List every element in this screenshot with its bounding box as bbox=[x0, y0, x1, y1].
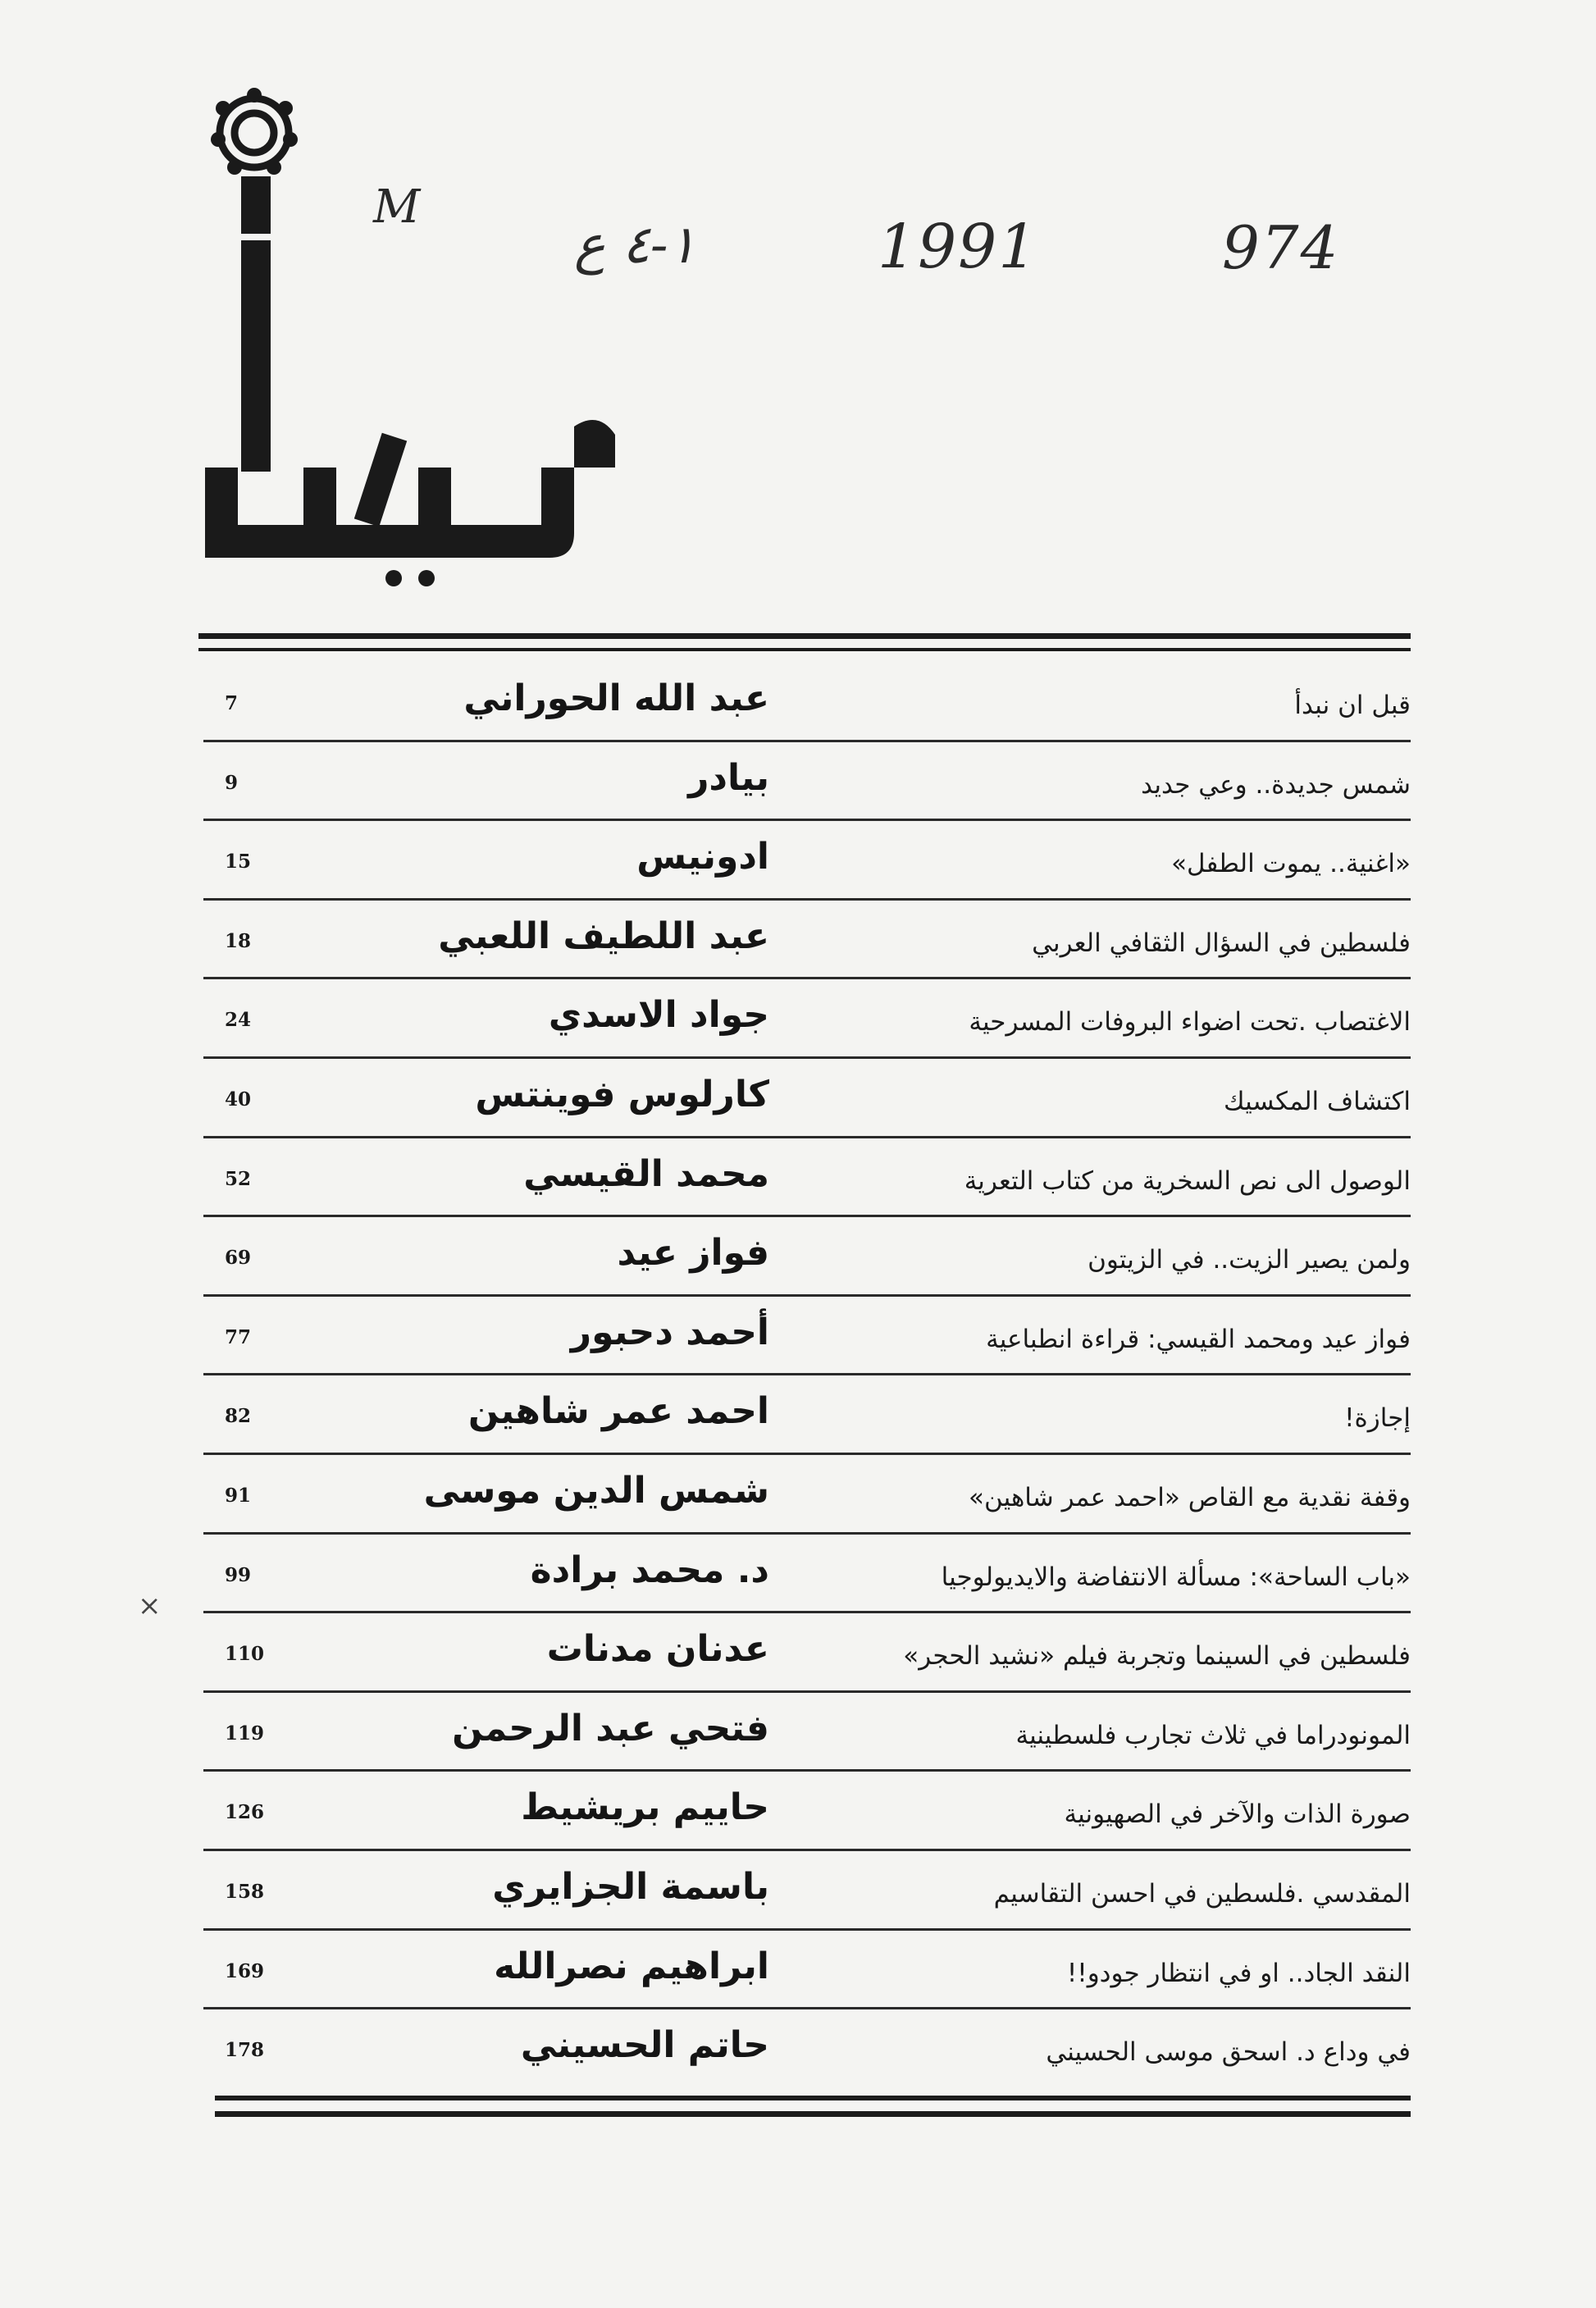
toc-page: 40 bbox=[225, 1088, 252, 1111]
handwritten-number: 974 bbox=[1222, 213, 1340, 282]
toc-author: ادونيس bbox=[636, 836, 769, 878]
toc-page: 169 bbox=[225, 1959, 265, 1982]
toc-page: 15 bbox=[225, 851, 252, 873]
toc-page: 7 bbox=[225, 692, 239, 714]
toc-author: كارلوس فوينتس bbox=[475, 1073, 769, 1115]
toc-author: عبد اللطيف اللعبي bbox=[438, 915, 769, 957]
toc-author: بيادر bbox=[688, 756, 769, 799]
toc-row[interactable] bbox=[203, 1138, 1411, 1218]
toc-row[interactable] bbox=[203, 821, 1411, 901]
toc-row[interactable] bbox=[203, 1772, 1411, 1851]
toc-page: 126 bbox=[225, 1801, 265, 1824]
toc-page: 99 bbox=[225, 1563, 252, 1586]
toc-row[interactable] bbox=[203, 1535, 1411, 1614]
toc-row[interactable] bbox=[203, 663, 1411, 742]
toc-author: احمد عمر شاهين bbox=[467, 1390, 769, 1433]
toc-title: قبل ان نبدأ bbox=[1294, 691, 1411, 720]
handwritten-mark: M bbox=[373, 180, 422, 234]
toc-author: محمد القيسي bbox=[523, 1152, 769, 1195]
toc-title: فلسطين في السينما وتجربة فيلم «نشيد الحجر» bbox=[903, 1641, 1411, 1672]
toc-author: ابراهيم نصرالله bbox=[494, 1945, 769, 1987]
toc-title: النقد الجاد.. او في انتظار جودو!! bbox=[1066, 1958, 1411, 1988]
bottom-divider bbox=[215, 2096, 1411, 2100]
toc-title: اكتشاف المكسيك bbox=[1223, 1086, 1411, 1116]
toc-row[interactable] bbox=[203, 1613, 1411, 1693]
toc-page: 158 bbox=[225, 1880, 265, 1903]
toc-page: 69 bbox=[225, 1247, 252, 1270]
toc-row[interactable] bbox=[203, 1455, 1411, 1535]
handwritten-issue: ١-٤ ع bbox=[574, 215, 696, 276]
toc-row[interactable] bbox=[203, 1693, 1411, 1772]
toc-row[interactable] bbox=[203, 1297, 1411, 1376]
toc-page: 52 bbox=[225, 1167, 252, 1190]
toc-author: فواز عيد bbox=[617, 1232, 769, 1275]
toc-page: 178 bbox=[225, 2039, 265, 2062]
toc-title: إجازة! bbox=[1344, 1403, 1411, 1434]
toc-title: الوصول الى نص السخرية من كتاب التعرية bbox=[964, 1165, 1411, 1196]
toc-title: المقدسي .فلسطين في احسن التقاسيم bbox=[993, 1878, 1411, 1909]
toc-author: د. محمد برادة bbox=[530, 1549, 769, 1591]
toc-row[interactable] bbox=[203, 1931, 1411, 2010]
toc-row[interactable] bbox=[203, 1851, 1411, 1931]
toc-title: ولمن يصير الزيت.. في الزيتون bbox=[1088, 1245, 1411, 1275]
toc-author: أحمد دحبور bbox=[570, 1311, 769, 1353]
toc-page: 24 bbox=[225, 1009, 252, 1032]
toc-title: في وداع د. اسحق موسى الحسيني bbox=[1046, 2037, 1411, 2068]
toc-author: فتحي عبد الرحمن bbox=[452, 1707, 769, 1749]
toc-row[interactable] bbox=[203, 1059, 1411, 1138]
toc-page: 110 bbox=[225, 1643, 265, 1666]
toc-page: 77 bbox=[225, 1325, 252, 1348]
magazine-logo bbox=[189, 82, 648, 591]
toc-title: فواز عيد ومحمد القيسي: قراءة انطباعية bbox=[986, 1324, 1411, 1354]
toc-row[interactable] bbox=[203, 979, 1411, 1059]
toc-title: وقفة نقدية مع القاص «احمد عمر شاهين» bbox=[969, 1482, 1411, 1512]
top-divider bbox=[198, 633, 1411, 639]
toc-title: «اغنية.. يموت الطفل» bbox=[1171, 849, 1411, 879]
toc-author: عدنان مدنات bbox=[546, 1628, 769, 1671]
toc-page: 18 bbox=[225, 929, 252, 952]
margin-pencil-mark: × bbox=[138, 1590, 162, 1622]
toc-title: فلسطين في السؤال الثقافي العربي bbox=[1032, 928, 1411, 958]
bottom-divider-thick bbox=[215, 2111, 1411, 2117]
toc-author: حاتم الحسيني bbox=[520, 2024, 769, 2067]
top-divider-thin bbox=[198, 648, 1411, 651]
toc-page: 119 bbox=[225, 1722, 265, 1745]
toc-row[interactable] bbox=[203, 1375, 1411, 1455]
toc-title: صورة الذات والآخر في الصهيونية bbox=[1064, 1799, 1411, 1830]
toc-author: حاييم بريشيط bbox=[521, 1786, 769, 1829]
toc-row[interactable] bbox=[203, 901, 1411, 980]
toc-page: 82 bbox=[225, 1405, 252, 1428]
toc-title: شمس جديدة.. وعي جديد bbox=[1141, 769, 1411, 800]
handwritten-year: 1991 bbox=[878, 212, 1039, 282]
toc-author: شمس الدين موسى bbox=[423, 1469, 769, 1512]
toc-row[interactable] bbox=[203, 742, 1411, 822]
toc-page: 9 bbox=[225, 771, 239, 794]
toc-title: المونودراما في ثلاث تجارب فلسطينية bbox=[1015, 1720, 1411, 1750]
toc-author: باسمة الجزايري bbox=[492, 1865, 769, 1908]
toc-title: «باب الساحة»: مسألة الانتفاضة والايديولوجيا bbox=[941, 1562, 1411, 1592]
toc-row[interactable] bbox=[203, 1217, 1411, 1297]
table-of-contents bbox=[203, 663, 1411, 2089]
toc-page: 91 bbox=[225, 1484, 252, 1507]
toc-author: جواد الاسدي bbox=[548, 994, 769, 1037]
toc-row[interactable] bbox=[203, 2009, 1411, 2089]
toc-author: عبد الله الحوراني bbox=[463, 677, 769, 719]
toc-title: الاغتصاب .تحت اضواء البروفات المسرحية bbox=[969, 1007, 1411, 1038]
